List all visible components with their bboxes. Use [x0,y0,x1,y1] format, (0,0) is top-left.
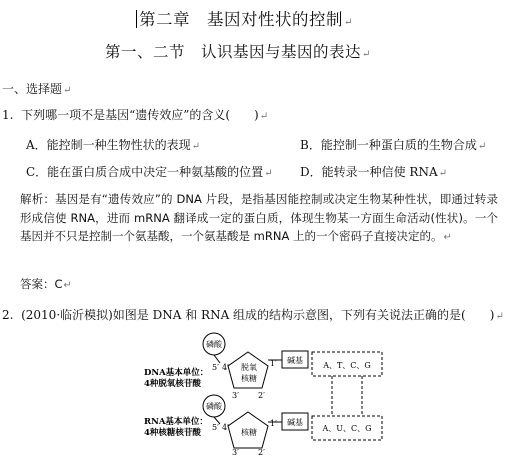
carbon-2-label: 2′ [258,391,265,400]
phosphate-label-dna: 磷酸 [206,340,222,349]
answer-line [20,276,72,292]
section-heading-text: 一、选择题 [2,82,63,96]
deoxyribose-label-line2: 核糖 [241,374,257,383]
deoxyribose-label-line1: 脱氧 [241,363,257,372]
phosphate-label-rna: 磷酸 [206,402,222,411]
paragraph-mark-icon: ↵ [362,49,371,60]
carbon-5-label: 5′ [212,363,219,372]
question-number: 2. [2,308,14,322]
chapter-title [136,6,353,30]
paragraph-mark-icon: ↵ [63,280,72,291]
option-b-text: B．能控制一种蛋白质的生物合成 [300,138,477,152]
option-c-text: C．能在蛋白质合成中决定一种氨基酸的位置 [26,165,264,179]
carbon-1-label: 1′ [270,359,277,368]
option-c [26,163,273,180]
carbon-1-label: 1′ [270,419,277,428]
paragraph-mark-icon: ↵ [344,17,353,28]
dna-bases-text: A、T、C、G [323,361,371,370]
analysis-paragraph [20,190,498,248]
question-stem: 下列哪一项不是基因“遗传效应”的含义( ) [21,108,259,122]
question-number: 1. [2,108,14,122]
analysis-text: 解析：基因是有“遗传效应”的 DNA 片段，是指基因能控制或决定生物某种性状，即通过转录形成信使 RNA，进而 mRNA 翻译成一定的蛋白质，体现生物某一方面生命活动(性状)。一个基因并不只是控制一个氨基酸，一个氨基酸是 mRNA 上的一个密码子直接决定的。 [20,192,498,243]
rna-label-line2: 4种核糖核苷酸 [144,428,201,438]
answer-text: 答案：C [20,277,63,291]
dna-label-line1: DNA基本单位： [144,368,209,378]
rna-bases-text: A、U、C、G [322,424,372,433]
carbon-4-label: 4′ [222,423,229,432]
paragraph-mark-icon: ↵ [259,111,269,122]
option-d-text: D．能转录一种信使 RNA [300,165,438,179]
paragraph-mark-icon: ↵ [264,168,273,179]
section-title [105,40,371,62]
carbon-5-label: 5′ [212,423,219,432]
nucleotide-structure-figure [136,330,396,456]
paragraph-mark-icon: ↵ [191,141,201,152]
carbon-3-label: 3′ [232,448,239,456]
question-stem: (2010·临沂模拟)如图是 DNA 和 RNA 组成的结构示意图，下列有关说法正确的是( ) [21,308,495,322]
paragraph-mark-icon: ↵ [63,85,72,96]
question-2 [2,306,504,323]
rna-label-line1: RNA基本单位： [144,417,208,427]
option-a [26,136,200,153]
paragraph-mark-icon: ↵ [495,311,504,322]
paragraph-mark-icon: ↵ [443,232,452,243]
base-label-dna: 碱基 [287,356,303,365]
base-label-rna: 碱基 [287,418,303,427]
paragraph-mark-icon: ↵ [438,168,448,179]
chapter-title-text: 第二章 基因对性状的控制 [139,10,343,29]
dna-label-line2: 4种脱氧核苷酸 [144,379,201,389]
section-heading [2,80,71,97]
ribose-label: 核糖 [241,428,257,437]
carbon-2-label: 2′ [258,448,265,456]
text-cursor [136,10,137,28]
option-a-text: A．能控制一种生物性状的表现 [26,138,191,152]
question-1 [2,106,268,123]
phosphate-bond-dna [214,355,220,363]
option-d [300,163,447,180]
carbon-4-label: 4′ [222,363,229,372]
carbon-3-label: 3′ [232,391,239,400]
option-b [300,136,486,153]
paragraph-mark-icon: ↵ [477,141,487,152]
section-title-text: 第一、二节 认识基因与基因的表达 [105,43,362,61]
